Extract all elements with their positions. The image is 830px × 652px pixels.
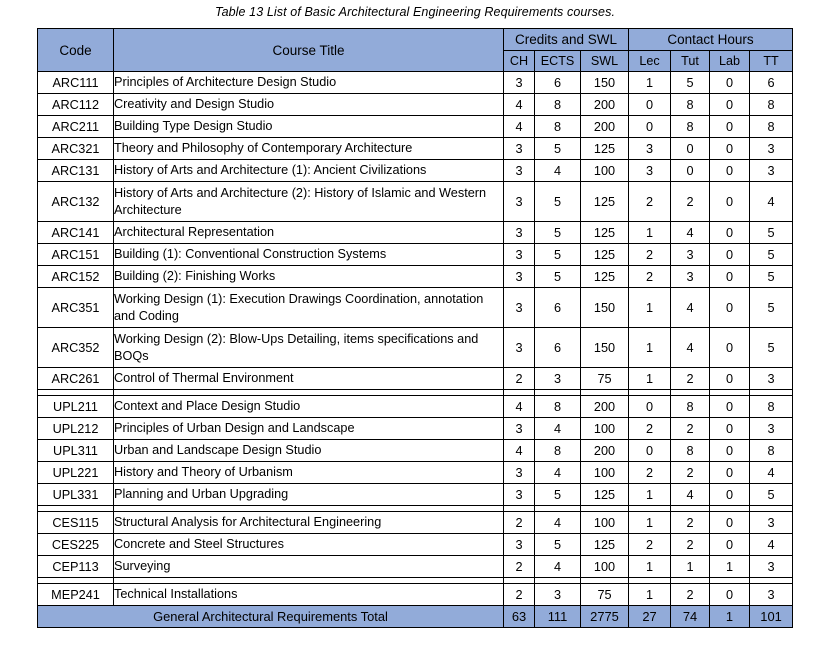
cell-swl: 200 xyxy=(581,396,629,418)
col-group-header-contact-hours: Contact Hours xyxy=(629,29,793,51)
cell-lec: 1 xyxy=(629,222,671,244)
cell-swl: 125 xyxy=(581,222,629,244)
cell-course-title: Building (1): Conventional Construction Systems xyxy=(114,244,504,266)
cell-lab: 0 xyxy=(710,462,750,484)
cell-course-title: Planning and Urban Upgrading xyxy=(114,484,504,506)
cell-ch: 3 xyxy=(504,138,535,160)
cell-lec: 1 xyxy=(629,288,671,328)
cell-lec: 2 xyxy=(629,534,671,556)
cell-ects: 5 xyxy=(535,266,581,288)
cell-lec: 1 xyxy=(629,72,671,94)
cell-ch: 4 xyxy=(504,116,535,138)
cell-ects: 5 xyxy=(535,222,581,244)
cell-course-code: ARC211 xyxy=(38,116,114,138)
cell-course-code: ARC111 xyxy=(38,72,114,94)
cell-tt: 3 xyxy=(750,584,793,606)
cell-tut: 2 xyxy=(671,512,710,534)
total-label: General Architectural Requirements Total xyxy=(38,606,504,628)
cell-lab: 0 xyxy=(710,72,750,94)
cell-ch: 3 xyxy=(504,266,535,288)
cell-lec: 2 xyxy=(629,182,671,222)
cell-tut: 2 xyxy=(671,418,710,440)
cell-ch: 4 xyxy=(504,94,535,116)
table-row xyxy=(38,462,793,484)
col-header-lab: Lab xyxy=(710,51,750,72)
cell-lab: 0 xyxy=(710,182,750,222)
table-container xyxy=(37,28,793,628)
cell-course-title: History of Arts and Architecture (1): Ancient Civilizations xyxy=(114,160,504,182)
cell-ects: 4 xyxy=(535,418,581,440)
cell-tut: 2 xyxy=(671,584,710,606)
cell-ects: 4 xyxy=(535,512,581,534)
cell-swl: 100 xyxy=(581,462,629,484)
cell-swl: 150 xyxy=(581,72,629,94)
col-header-swl: SWL xyxy=(581,51,629,72)
cell-course-title: Working Design (2): Blow-Ups Detailing, items specifications and BOQs xyxy=(114,328,504,368)
cell-tut: 8 xyxy=(671,396,710,418)
table-row xyxy=(38,328,793,368)
col-header-ch: CH xyxy=(504,51,535,72)
cell-ch: 3 xyxy=(504,182,535,222)
cell-lec: 0 xyxy=(629,440,671,462)
table-row xyxy=(38,266,793,288)
cell-swl: 125 xyxy=(581,138,629,160)
cell-ch: 3 xyxy=(504,534,535,556)
cell-course-code: ARC132 xyxy=(38,182,114,222)
cell-lab: 0 xyxy=(710,94,750,116)
cell-lab: 0 xyxy=(710,116,750,138)
cell-tt: 4 xyxy=(750,462,793,484)
cell-course-title: Theory and Philosophy of Contemporary Architecture xyxy=(114,138,504,160)
cell-lec: 3 xyxy=(629,160,671,182)
cell-ects: 3 xyxy=(535,584,581,606)
cell-lab: 1 xyxy=(710,556,750,578)
cell-tut: 2 xyxy=(671,534,710,556)
table-head xyxy=(38,29,793,72)
cell-course-title: Working Design (1): Execution Drawings Coordination, annotation and Coding xyxy=(114,288,504,328)
cell-ects: 6 xyxy=(535,288,581,328)
cell-ch: 2 xyxy=(504,368,535,390)
cell-course-code: CES115 xyxy=(38,512,114,534)
cell-tut: 4 xyxy=(671,328,710,368)
col-header-lec: Lec xyxy=(629,51,671,72)
col-header-tut: Tut xyxy=(671,51,710,72)
cell-ects: 8 xyxy=(535,116,581,138)
table-row xyxy=(38,584,793,606)
table-row xyxy=(38,160,793,182)
table-row xyxy=(38,222,793,244)
table-row xyxy=(38,368,793,390)
cell-ects: 5 xyxy=(535,484,581,506)
table-row xyxy=(38,484,793,506)
cell-tut: 4 xyxy=(671,222,710,244)
cell-ects: 8 xyxy=(535,440,581,462)
total-lec: 27 xyxy=(629,606,671,628)
table-row xyxy=(38,72,793,94)
cell-lab: 0 xyxy=(710,418,750,440)
total-lab: 1 xyxy=(710,606,750,628)
cell-ch: 3 xyxy=(504,72,535,94)
cell-course-code: UPL211 xyxy=(38,396,114,418)
cell-ch: 3 xyxy=(504,462,535,484)
courses-table xyxy=(37,28,793,628)
cell-ects: 5 xyxy=(535,182,581,222)
cell-ects: 8 xyxy=(535,94,581,116)
cell-swl: 150 xyxy=(581,328,629,368)
cell-lab: 0 xyxy=(710,266,750,288)
total-swl: 2775 xyxy=(581,606,629,628)
cell-tut: 8 xyxy=(671,116,710,138)
cell-ch: 3 xyxy=(504,222,535,244)
cell-swl: 200 xyxy=(581,440,629,462)
cell-ch: 3 xyxy=(504,244,535,266)
table-row xyxy=(38,512,793,534)
table-row xyxy=(38,94,793,116)
table-row xyxy=(38,418,793,440)
cell-course-code: ARC131 xyxy=(38,160,114,182)
table-foot xyxy=(38,606,793,628)
cell-swl: 200 xyxy=(581,94,629,116)
cell-lab: 0 xyxy=(710,584,750,606)
cell-lab: 0 xyxy=(710,440,750,462)
cell-ects: 4 xyxy=(535,556,581,578)
cell-tut: 8 xyxy=(671,94,710,116)
cell-lab: 0 xyxy=(710,244,750,266)
cell-lec: 0 xyxy=(629,396,671,418)
table-row xyxy=(38,396,793,418)
cell-lec: 0 xyxy=(629,116,671,138)
cell-ch: 3 xyxy=(504,418,535,440)
cell-swl: 100 xyxy=(581,556,629,578)
cell-tut: 2 xyxy=(671,182,710,222)
cell-swl: 125 xyxy=(581,484,629,506)
cell-lec: 1 xyxy=(629,512,671,534)
cell-lec: 1 xyxy=(629,368,671,390)
cell-course-code: ARC351 xyxy=(38,288,114,328)
cell-tt: 3 xyxy=(750,512,793,534)
cell-tt: 3 xyxy=(750,160,793,182)
cell-lec: 1 xyxy=(629,484,671,506)
cell-course-title: Surveying xyxy=(114,556,504,578)
cell-course-title: Creativity and Design Studio xyxy=(114,94,504,116)
col-header-tt: TT xyxy=(750,51,793,72)
cell-course-title: Principles of Architecture Design Studio xyxy=(114,72,504,94)
table-body xyxy=(38,72,793,606)
cell-swl: 125 xyxy=(581,244,629,266)
cell-course-title: Control of Thermal Environment xyxy=(114,368,504,390)
cell-course-code: ARC141 xyxy=(38,222,114,244)
col-header-code: Code xyxy=(38,29,114,72)
cell-ch: 3 xyxy=(504,328,535,368)
cell-ects: 8 xyxy=(535,396,581,418)
cell-swl: 125 xyxy=(581,182,629,222)
table-row xyxy=(38,534,793,556)
cell-tt: 3 xyxy=(750,368,793,390)
cell-course-code: UPL331 xyxy=(38,484,114,506)
cell-course-title: Technical Installations xyxy=(114,584,504,606)
cell-ects: 4 xyxy=(535,160,581,182)
cell-lab: 0 xyxy=(710,328,750,368)
cell-course-code: CEP113 xyxy=(38,556,114,578)
cell-course-code: UPL311 xyxy=(38,440,114,462)
cell-lec: 2 xyxy=(629,462,671,484)
cell-lec: 2 xyxy=(629,418,671,440)
cell-course-code: ARC352 xyxy=(38,328,114,368)
cell-tut: 4 xyxy=(671,484,710,506)
cell-lec: 3 xyxy=(629,138,671,160)
cell-course-code: ARC261 xyxy=(38,368,114,390)
cell-ects: 5 xyxy=(535,138,581,160)
cell-tt: 5 xyxy=(750,328,793,368)
total-tt: 101 xyxy=(750,606,793,628)
cell-lab: 0 xyxy=(710,484,750,506)
cell-swl: 100 xyxy=(581,160,629,182)
cell-tut: 3 xyxy=(671,244,710,266)
col-header-course-title: Course Title xyxy=(114,29,504,72)
col-group-header-credits-and-swl: Credits and SWL xyxy=(504,29,629,51)
cell-ch: 3 xyxy=(504,160,535,182)
table-row xyxy=(38,244,793,266)
cell-lec: 1 xyxy=(629,328,671,368)
cell-swl: 150 xyxy=(581,288,629,328)
cell-course-title: Building Type Design Studio xyxy=(114,116,504,138)
cell-course-title: Concrete and Steel Structures xyxy=(114,534,504,556)
cell-swl: 200 xyxy=(581,116,629,138)
cell-ects: 4 xyxy=(535,462,581,484)
cell-course-code: ARC112 xyxy=(38,94,114,116)
cell-ects: 6 xyxy=(535,328,581,368)
table-row xyxy=(38,182,793,222)
cell-tut: 4 xyxy=(671,288,710,328)
cell-course-title: Urban and Landscape Design Studio xyxy=(114,440,504,462)
cell-lec: 2 xyxy=(629,244,671,266)
cell-lab: 0 xyxy=(710,396,750,418)
cell-ch: 4 xyxy=(504,440,535,462)
cell-ch: 2 xyxy=(504,584,535,606)
cell-tut: 1 xyxy=(671,556,710,578)
cell-tut: 2 xyxy=(671,462,710,484)
cell-tt: 5 xyxy=(750,288,793,328)
cell-tt: 8 xyxy=(750,440,793,462)
cell-lab: 0 xyxy=(710,512,750,534)
cell-lab: 0 xyxy=(710,534,750,556)
cell-lec: 1 xyxy=(629,584,671,606)
cell-ects: 6 xyxy=(535,72,581,94)
total-ch: 63 xyxy=(504,606,535,628)
cell-course-code: ARC151 xyxy=(38,244,114,266)
cell-tt: 5 xyxy=(750,266,793,288)
cell-lec: 0 xyxy=(629,94,671,116)
cell-tt: 5 xyxy=(750,484,793,506)
cell-tt: 8 xyxy=(750,94,793,116)
cell-tt: 3 xyxy=(750,138,793,160)
cell-course-title: Principles of Urban Design and Landscape xyxy=(114,418,504,440)
cell-lab: 0 xyxy=(710,222,750,244)
cell-tt: 8 xyxy=(750,396,793,418)
cell-lab: 0 xyxy=(710,288,750,328)
cell-course-code: ARC321 xyxy=(38,138,114,160)
cell-tt: 4 xyxy=(750,534,793,556)
cell-tt: 3 xyxy=(750,556,793,578)
table-row xyxy=(38,556,793,578)
cell-course-title: Structural Analysis for Architectural Engineering xyxy=(114,512,504,534)
cell-tut: 0 xyxy=(671,138,710,160)
cell-course-title: Building (2): Finishing Works xyxy=(114,266,504,288)
cell-course-code: UPL212 xyxy=(38,418,114,440)
cell-ects: 5 xyxy=(535,244,581,266)
cell-course-code: UPL221 xyxy=(38,462,114,484)
cell-ch: 2 xyxy=(504,556,535,578)
cell-ch: 3 xyxy=(504,288,535,328)
table-caption: Table 13 List of Basic Architectural Engineering Requirements courses. xyxy=(214,5,616,19)
cell-course-title: Architectural Representation xyxy=(114,222,504,244)
cell-ch: 3 xyxy=(504,484,535,506)
cell-swl: 125 xyxy=(581,266,629,288)
cell-lec: 1 xyxy=(629,556,671,578)
cell-tut: 5 xyxy=(671,72,710,94)
cell-swl: 100 xyxy=(581,418,629,440)
cell-swl: 75 xyxy=(581,368,629,390)
cell-course-code: ARC152 xyxy=(38,266,114,288)
cell-tt: 4 xyxy=(750,182,793,222)
table-row xyxy=(38,288,793,328)
cell-lab: 0 xyxy=(710,160,750,182)
cell-lec: 2 xyxy=(629,266,671,288)
cell-ects: 5 xyxy=(535,534,581,556)
cell-course-code: MEP241 xyxy=(38,584,114,606)
col-header-ects: ECTS xyxy=(535,51,581,72)
total-ects: 111 xyxy=(535,606,581,628)
cell-swl: 125 xyxy=(581,534,629,556)
cell-tt: 5 xyxy=(750,222,793,244)
cell-ects: 3 xyxy=(535,368,581,390)
cell-tt: 8 xyxy=(750,116,793,138)
total-row xyxy=(38,606,793,628)
cell-tut: 2 xyxy=(671,368,710,390)
cell-swl: 100 xyxy=(581,512,629,534)
cell-tut: 0 xyxy=(671,160,710,182)
cell-tt: 6 xyxy=(750,72,793,94)
cell-lab: 0 xyxy=(710,368,750,390)
table-row xyxy=(38,116,793,138)
table-row xyxy=(38,138,793,160)
cell-tt: 5 xyxy=(750,244,793,266)
cell-swl: 75 xyxy=(581,584,629,606)
cell-tut: 3 xyxy=(671,266,710,288)
cell-ch: 4 xyxy=(504,396,535,418)
cell-course-title: History and Theory of Urbanism xyxy=(114,462,504,484)
cell-tt: 3 xyxy=(750,418,793,440)
cell-course-code: CES225 xyxy=(38,534,114,556)
cell-lab: 0 xyxy=(710,138,750,160)
cell-tut: 8 xyxy=(671,440,710,462)
cell-course-title: History of Arts and Architecture (2): History of Islamic and Western Architecture xyxy=(114,182,504,222)
header-row-top xyxy=(38,29,793,51)
cell-ch: 2 xyxy=(504,512,535,534)
cell-course-title: Context and Place Design Studio xyxy=(114,396,504,418)
table-row xyxy=(38,440,793,462)
total-tut: 74 xyxy=(671,606,710,628)
